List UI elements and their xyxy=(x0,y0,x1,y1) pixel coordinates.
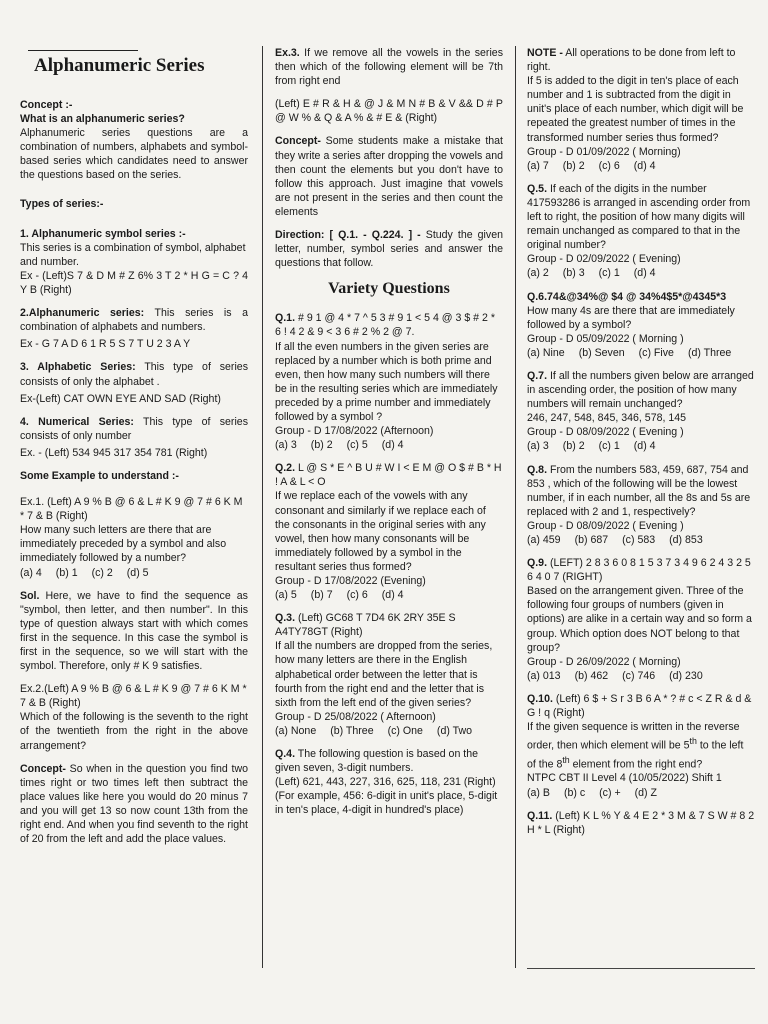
question-source: Group - D 02/09/2022 ( Evening) xyxy=(527,253,681,266)
question-number: Q.4. xyxy=(275,748,296,761)
option: (d) 230 xyxy=(669,669,703,682)
question-body: From the numbers 583, 459, 687, 754 and 853 , which of the following will be the lowest number, if in each number, all the 8s and 5s are replaced with 2 and 1, respectively? xyxy=(527,463,751,518)
option: (b) Seven xyxy=(578,346,625,359)
option: (c) 1 xyxy=(598,440,620,453)
question-text: If all the even numbers in the given series are replaced by a number which is both prime and even, then how many such numbers will there be in the resulting series which are immediately preceded by a prime number and immediately followed by a symbol ? xyxy=(275,340,498,423)
question-5 xyxy=(527,182,755,281)
direction xyxy=(275,228,503,270)
option: (d) Three xyxy=(687,346,732,359)
question-number: Q.8. xyxy=(527,463,548,476)
option: (b) 7 xyxy=(310,589,333,602)
type-heading: 2.Alphanumeric series: xyxy=(20,307,145,320)
question-heading: What is an alphanumeric series? xyxy=(20,113,185,126)
option: (a) 013 xyxy=(527,669,561,682)
question-source: Group - D 26/09/2022 ( Morning) xyxy=(527,655,681,668)
options-row xyxy=(527,786,755,800)
type-example: Ex - (Left)S 7 & D M # Z 6% 3 T 2 * H G = C ? 4 Y B (Right) xyxy=(20,269,248,297)
option: (d) 5 xyxy=(126,566,149,579)
note-label: NOTE - xyxy=(527,47,563,59)
question-series xyxy=(527,556,755,584)
question-text xyxy=(527,463,755,519)
solution-text: Here, we have to find the sequence as "symbol, then letter, and then number". In this type of question always start with which comes first in the sequence. In this case the symbol is first in the sequence, so we will start with the symbol. Therefore, only # K 9 satisfies. xyxy=(20,589,248,673)
option: (b) c xyxy=(563,786,586,799)
option: (c) 6 xyxy=(346,589,368,602)
solution-label: Sol. xyxy=(20,589,40,602)
question-text: If 5 is added to the digit in ten's place of each number and 1 is subtracted from the digit in unit's place of each number, which digit will be repeated the greatest number of times in the transformed number series thus formed? xyxy=(527,75,744,144)
example-question: Which of the following is the seventh to the right of the twentieth from the right in the above arrangement? xyxy=(20,711,248,752)
column-1 xyxy=(20,46,248,855)
bottom-rule xyxy=(527,968,755,969)
question-8 xyxy=(527,463,755,548)
paragraph: Alphanumeric series questions are a combination of numbers, alphabets and symbol-based series which candidates need to answer the questions based on the series. xyxy=(20,127,248,182)
type-example: Ex. - (Left) 534 945 317 354 781 (Right) xyxy=(20,446,208,459)
example-label: Ex.3. xyxy=(275,47,300,59)
type-heading: 3. Alphabetic Series: xyxy=(20,361,136,374)
option: (b) 3 xyxy=(562,267,585,280)
section-heading: Types of series:- xyxy=(20,197,104,210)
question-source: NTPC CBT II Level 4 (10/05/2022) Shift 1 xyxy=(527,772,722,785)
option: (d) 853 xyxy=(669,534,703,546)
type-heading: 1. Alphanumeric symbol series :- xyxy=(20,227,186,240)
column-divider xyxy=(262,46,263,968)
question-example: (For example, 456: 6-digit in unit's place, 5-digit in ten's place, 4-digit in hundred's place) xyxy=(275,790,498,817)
options-row xyxy=(527,266,755,280)
example-series: (Left) E # R & H & @ J & M N # B & V && D # P @ W % & Q & A % & # E & (Right) xyxy=(275,98,503,125)
question-number: Q.10. xyxy=(527,692,553,705)
concept-label: Concept- xyxy=(20,762,66,775)
question-text: If all the numbers are dropped from the series, how many letters are there in the English alphabetical order between the letter that is fourth from the right end and the letter that is sixth from the left end of the given series? xyxy=(275,640,493,709)
options-row xyxy=(275,438,503,452)
solution xyxy=(20,589,248,674)
option: (a) 3 xyxy=(527,440,549,453)
question-body: If all the numbers given below are arranged in ascending order, the position of how many numbers will remain unchanged? xyxy=(527,369,754,411)
question-number: Q.11. xyxy=(527,809,553,822)
question-11 xyxy=(527,809,755,837)
options-row xyxy=(527,439,755,453)
text-part: to the left of the 8 xyxy=(527,739,744,771)
example-3 xyxy=(275,46,503,88)
option: (d) 4 xyxy=(633,159,656,172)
question-series xyxy=(275,461,503,489)
option: (b) 2 xyxy=(310,439,333,452)
options-row xyxy=(527,346,755,360)
option: (a) None xyxy=(275,724,317,737)
type-text: This series is a combination of alphabets and numbers. xyxy=(20,307,248,334)
series-text: 74&@34%@ $4 @ 34%4$5*@4345*3 xyxy=(547,290,727,303)
option: (c) 583 xyxy=(622,534,656,546)
question-text: Based on the arrangement given. Three of the following four groups of numbers (given in options) are alike in a certain way and so form a group. Which option does NOT belong to that group? xyxy=(527,585,752,654)
question-4 xyxy=(275,747,503,817)
question-series: (Left) 621, 443, 227, 316, 625, 118, 231 (Right) xyxy=(275,776,496,789)
question-number: Q.3. xyxy=(275,612,296,625)
text-part: If the given sequence is written in the reverse order, then which element will be 5 xyxy=(527,721,740,752)
question-number: Q.6. xyxy=(527,290,548,303)
option: (a) 3 xyxy=(275,439,297,452)
option: (c) One xyxy=(387,724,423,737)
question-source: Group - D 05/09/2022 ( Morning ) xyxy=(527,332,684,345)
series-text: (Left) K L % Y & 4 E 2 * 3 M & 7 S W # 8 2 H * L (Right) xyxy=(527,809,755,836)
question-number: Q.1. xyxy=(275,312,296,325)
option: (c) 5 xyxy=(346,439,368,452)
option: (c) 6 xyxy=(598,159,620,172)
concept-label: Concept :- xyxy=(20,99,73,111)
column-divider xyxy=(515,46,516,968)
question-text xyxy=(527,720,755,771)
series-text: L @ S * E ^ B U # W I < E M @ O $ # B * H ! A & L < O xyxy=(275,462,502,489)
question-series xyxy=(527,290,755,304)
option: (c) 2 xyxy=(91,566,113,579)
type-3 xyxy=(20,360,248,388)
question-body: The following question is based on the given seven, 3-digit numbers. xyxy=(275,748,479,775)
options-row xyxy=(527,159,755,173)
question-1 xyxy=(275,311,503,452)
type-example: Ex-(Left) CAT OWN EYE AND SAD (Right) xyxy=(20,392,221,405)
option: (c) 1 xyxy=(598,267,620,280)
question-3 xyxy=(275,611,503,738)
direction-label: Direction: [ Q.1. - Q.224. ] - xyxy=(275,229,421,242)
option: (b) 2 xyxy=(562,159,585,172)
question-series xyxy=(527,692,755,720)
options-row xyxy=(20,566,248,580)
option: (b) 462 xyxy=(574,669,609,682)
question-text: How many 4s are there that are immediately followed by a symbol? xyxy=(527,304,735,331)
concept-text: So when in the question you find two times right or two times left then subtract the place values like here you would do 20 minus 7 and you will get 13 so now count 13th from the right end. And when you find seventh to the right of 20 from the left and add the place values. xyxy=(20,762,248,846)
option: (c) + xyxy=(599,786,621,799)
concept xyxy=(20,762,248,847)
type-4 xyxy=(20,415,248,443)
note-text: All operations to be done from left to right. xyxy=(527,47,736,74)
option: (a) 2 xyxy=(527,267,549,280)
option: (d) Z xyxy=(634,786,658,799)
example-question: If we remove all the vowels in the series then which of the following element will be 7th from right end xyxy=(275,47,503,88)
option: (b) Three xyxy=(330,724,374,737)
concept-text: Some students make a mistake that they write a series after dropping the vowels and then count the elements but you don't have to follow this approach. Just imagine that vowels are not present in the series and then count the elements xyxy=(275,135,503,218)
question-body: If each of the digits in the number 417593286 is arranged in ascending order from left to right, the position of how many digits will remain unchanged as compared to that in the original number? xyxy=(527,182,751,252)
type-example: Ex - G 7 A D 6 1 R 5 S 7 T U 2 3 A Y xyxy=(20,338,191,351)
direction-text: Study the given letter, number, symbol series and answer the questions that follow. xyxy=(275,229,503,270)
options-row xyxy=(275,724,503,738)
question-source: Group - D 08/09/2022 ( Evening ) xyxy=(527,426,684,439)
type-text: This series is a combination of symbol, alphabet and number. xyxy=(20,241,246,268)
question-text xyxy=(275,747,503,775)
question-number: Q.9. xyxy=(527,557,548,570)
question-series xyxy=(275,611,503,639)
question-source: Group - D 08/09/2022 ( Evening ) xyxy=(527,519,684,532)
option: (b) 2 xyxy=(562,440,585,453)
question-text xyxy=(527,182,755,252)
options-row xyxy=(275,588,503,602)
option: (d) 4 xyxy=(381,439,404,452)
series-text: (Left) GC68 T 7D4 6K 2RY 35E S A4TY78GT (Right) xyxy=(275,612,456,639)
question-source: Group - D 17/08/2022 (Afternoon) xyxy=(275,425,434,438)
question-number: Q.7. xyxy=(527,369,548,382)
concept-label: Concept- xyxy=(275,135,321,148)
option: (d) 4 xyxy=(633,267,656,280)
option: (a) 5 xyxy=(275,589,297,602)
option: (a) 7 xyxy=(527,159,549,172)
column-3 xyxy=(527,46,755,837)
section-heading: Some Example to understand :- xyxy=(20,469,179,482)
option: (d) 4 xyxy=(381,589,404,602)
text-part: element from the right end? xyxy=(569,758,703,771)
option: (b) 687 xyxy=(574,534,609,546)
example-question: How many such letters are there that are immediately preceded by a symbol and also immediately followed by a number? xyxy=(20,524,227,565)
option: (a) 459 xyxy=(527,534,561,546)
question-10 xyxy=(527,692,755,800)
question-source: Group - D 01/09/2022 ( Morning) xyxy=(527,145,681,158)
option: (a) Nine xyxy=(527,346,565,359)
question-6 xyxy=(527,290,755,360)
column-2 xyxy=(275,46,503,818)
series-text: (LEFT) 2 8 3 6 0 8 1 5 3 7 3 4 9 6 2 4 3 2 5 6 4 0 7 (RIGHT) xyxy=(527,557,751,584)
section-title: Variety Questions xyxy=(328,280,450,298)
question-number: Q.5. xyxy=(527,182,548,195)
note xyxy=(527,46,755,74)
superscript: th xyxy=(689,736,697,747)
option: (d) 4 xyxy=(633,440,656,453)
option: (c) Five xyxy=(638,346,674,359)
option: (c) 746 xyxy=(622,669,656,682)
type-heading: 4. Numerical Series: xyxy=(20,415,134,428)
option: (a) B xyxy=(527,786,550,799)
question-2 xyxy=(275,461,503,602)
series-text: # 9 1 @ 4 * 7 ^ 5 3 # 9 1 < 5 4 @ 3 $ # 2 * 6 ! 4 2 & 9 < 3 6 # 2 % 2 @ 7. xyxy=(275,312,495,339)
option: (b) 1 xyxy=(55,566,78,579)
question-source: Group - D 25/08/2022 ( Afternoon) xyxy=(275,710,436,723)
example-heading: Ex.2.(Left) A 9 % B @ 6 & L # K 9 @ 7 # 6 K M * 7 & B (Right) xyxy=(20,683,247,710)
question-series: 246, 247, 548, 845, 346, 578, 145 xyxy=(527,412,687,425)
question-source: Group - D 17/08/2022 (Evening) xyxy=(275,575,426,587)
question-7 xyxy=(527,369,755,454)
options-row xyxy=(527,533,755,547)
superscript: th xyxy=(562,754,570,765)
type-text: This type of series consists of only number xyxy=(20,415,248,442)
options-row xyxy=(527,669,755,683)
example-heading: Ex.1. (Left) A 9 % B @ 6 & L # K 9 @ 7 # 6 K M * 7 & B (Right) xyxy=(20,496,243,523)
question-series xyxy=(527,809,755,837)
question-9 xyxy=(527,556,755,683)
question-number: Q.2. xyxy=(275,462,296,475)
page-title: Alphanumeric Series xyxy=(34,55,205,76)
question-text xyxy=(527,369,755,411)
concept xyxy=(275,134,503,219)
series-text: (Left) 6 $ + S r 3 B 6 A * ? # c < Z R & d & G ! q (Right) xyxy=(527,692,752,720)
question-series xyxy=(275,311,503,339)
option: (d) Two xyxy=(436,724,473,737)
option: (a) 4 xyxy=(20,566,42,579)
question-text: If we replace each of the vowels with any consonant and similarly if we replace each of the consonants in the original series with any vowel, then how many consonants will be immediately followed by a symbol in the resultant series thus formed? xyxy=(275,490,486,573)
type-2 xyxy=(20,306,248,334)
type-text: This type of series consists of only the alphabet . xyxy=(20,361,248,388)
